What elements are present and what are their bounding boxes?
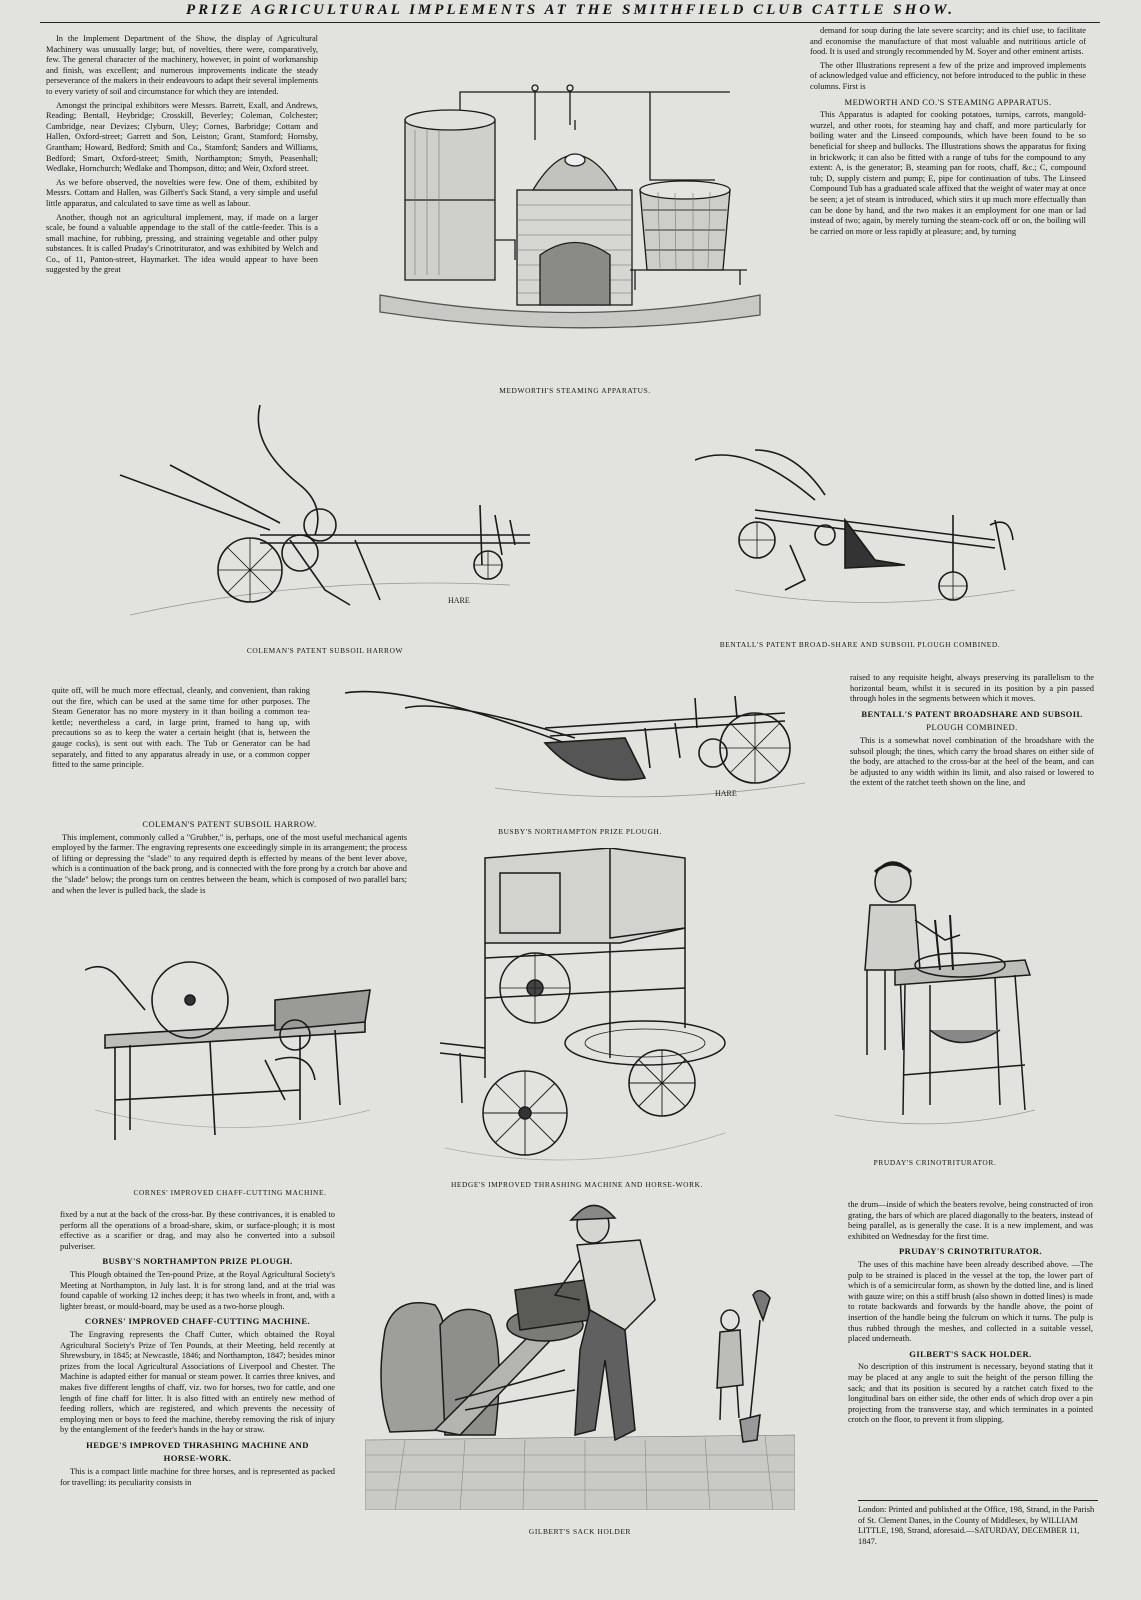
caption-hedge: HEDGE'S IMPROVED THRASHING MACHINE AND HORSE-WORK. [450, 1180, 704, 1189]
caption-cornes: CORNES' IMPROVED CHAFF-CUTTING MACHINE. [133, 1188, 327, 1197]
medworth-heading: MEDWORTH AND CO.'S STEAMING APPARATUS. [844, 96, 1052, 107]
caption-medworth: MEDWORTH'S STEAMING APPARATUS. [499, 386, 651, 395]
cornes-chaff-cutter-illustration [85, 960, 375, 1165]
imprint: London: Printed and published at the Office, 198, Strand, in the Parish of St. Clement Danes, in the County of Middlesex, by WILLIAM LITTLE, 198, Strand, aforesaid.—SATURDAY, DECEMBER 11, 1847. [858, 1500, 1098, 1547]
headline-rule [40, 22, 1100, 23]
bentall-plough-illustration [695, 440, 1035, 625]
cornes-heading: CORNES' IMPROVED CHAFF-CUTTING MACHINE. [84, 1316, 311, 1327]
pruday-crinotriturator-illustration [835, 860, 1035, 1145]
paragraph: This Plough obtained the Ten-pound Prize, at the Royal Agricultural Society's Meeting at Northampton, in July last. It is for strong land, and at the trial was found capable of working 12 inches deep; it has two wheels in front, and, with a lighter breast, or mould-board, may be used as a two-horse plough. [60, 1269, 335, 1311]
paragraph: quite off, will be much more effectual, cleanly, and convenient, than raking out the fire, which can be used at the same time for other purposes. The Steam Generator has no more mystery in it than boiling a common tea-kettle; nevertheless a card, in large print, framed to hang up, with precautions so as to keep the water a certain height (that is, between the gauge cocks), is sent out with each. The Tub or Generator can be had separately, and fitted to any apparatus already in use, or a common copper fitted to the same principle. [52, 686, 310, 770]
pruday-heading: PRUDAY'S CRINOTRITURATOR. [898, 1246, 1043, 1257]
right-mid-column [850, 673, 1094, 792]
paragraph: This is a compact little machine for three horses, and is represented as packed for travelling: its peculiarity consists in [60, 1467, 335, 1487]
left-top-column [46, 34, 318, 279]
paragraph: Another, though not an agricultural implement, may, if made on a larger scale, be found a valuable appendage to the stall of the cattle-feeder. This is a small machine, for rubbing, pressing, and straining vegetable and other pulpy substances. It is called Pruday's Crinotriturator, and was exhibited by Welch and Co., of 11, Panton-street, Haymarket. The idea would appear to have been suggested by the great [46, 212, 318, 275]
bentall-heading: BENTALL'S PATENT BROADSHARE AND SUBSOIL [861, 708, 1083, 719]
paragraph: The other Illustrations represent a few of the prize and improved implements of acknowledged value and efficiency, not before introduced to the public in these columns. First is [810, 60, 1086, 91]
paragraph: fixed by a nut at the back of the cross-bar. By these contrivances, it is enabled to perform all the operations of a broad-share, skim, or surface-plough; it is most effective as a scarifier or drag, and may also be converted into a subsoil pulveriser. [60, 1210, 335, 1251]
caption-busby: BUSBY'S NORTHAMPTON PRIZE PLOUGH. [498, 827, 662, 836]
medworth-steaming-apparatus-illustration [375, 80, 775, 380]
gilbert-sack-holder-illustration [365, 1200, 795, 1510]
caption-gilbert: GILBERT'S SACK HOLDER [528, 1527, 632, 1536]
coleman-heading: COLEMAN'S PATENT SUBSOIL HARROW. [142, 819, 317, 829]
hedge-thrashing-machine-illustration [440, 848, 730, 1168]
busby-plough-illustration [345, 668, 815, 818]
gilbert-heading: GILBERT'S SACK HOLDER. [909, 1348, 1032, 1359]
right-top-column [810, 26, 1086, 240]
paragraph: In the Implement Department of the Show, the display of Agricultural Machinery was unusually large; but, of novelties, there were, comparatively, few. The general character of the machinery, however, in point of workmanship and finish, was excellent; and numerous improvements indicate the steady perseverance of the makers in their endeavours to adapt their several implements to every variety of soil and circumstance for which they are intended. [46, 34, 318, 96]
caption-coleman: COLEMAN'S PATENT SUBSOIL HARROW [246, 646, 404, 655]
caption-bentall: BENTALL'S PATENT BROAD-SHARE AND SUBSOIL PLOUGH COMBINED. [719, 640, 1001, 649]
paragraph: As we before observed, the novelties were few. One of them, exhibited by Messrs. Cottam and Hallen, was Gilbert's Sack Stand, a very simple and useful little apparatus, and calculated to save time as well as labour. [46, 177, 318, 208]
hedge-heading-line2: HORSE-WORK. [163, 1453, 232, 1464]
page-headline: PRIZE AGRICULTURAL IMPLEMENTS AT THE SMITHFIELD CLUB CATTLE SHOW. [185, 2, 956, 18]
left-mid-column [52, 686, 310, 774]
busby-heading: BUSBY'S NORTHAMPTON PRIZE PLOUGH. [102, 1256, 293, 1267]
paragraph: Amongst the principal exhibitors were Messrs. Barrett, Exall, and Andrews, Reading; Bentall, Heybridge; Crosskill, Beverley; Coleman, Colchester; Cambridge, near Devizes; Clyburn, Uley; Cornes, Barbridge; Cottam and Hallen, Oxford-street; Garrett and Son, Leiston; Grant, Stamford; Hornsby, Grantham; Howard, Bedford; Smith and Co., Stamford; Sanders and Williams, Bedford; Smart, Oxford-street; Smith, Northampton; Smyth, Peasenhall; Wedlake, Hornchurch; Wedlake and Thompson, ditto; and Weir, Oxford street. [46, 100, 318, 174]
bentall-heading-line2: PLOUGH COMBINED. [926, 722, 1018, 733]
paragraph: This is a somewhat novel combination of the broadshare with the subsoil plough; the tines, which carry the broad shares on either side of the body, are attached to the cross-bar at the heel of the beam, and can be adjusted to any width within its limit, and also raised or lowered to the extent of the ratchet teeth shown on the line, and [850, 735, 1094, 788]
engraver-signature: HARE [448, 596, 470, 605]
paragraph: This Apparatus is adapted for cooking potatoes, turnips, carrots, mangold-wurzel, and other roots, for steaming hay and chaff, and more particularly for boiling water and the Linseed compounds, which have been found to be so beneficial for sheep and bullocks. The Illustrations shows the apparatus for fixing in brickwork; it can also be fitted with a range of tubs for the compound to any extent: A, is the generator; B, steaming pan for roots, chaff, &c.; C, compound tub; D, supply cistern and pump; E, pipe for continuation of tubs. The Linseed Compound Tub has a graduated scale affixed that the weight of water may at once be seen; a jet of steam is introduced, which stirs it up much more effectually than can be done by hand, and the two makes it an employment for one man or lad instead of two; again, by merely turning the steam-cock off or on, the boiling will be carried on more or less rapidly at pleasure; and, by turning [810, 110, 1086, 236]
paragraph: the drum—inside of which the beaters revolve, being constructed of iron grating, the bars of which are placed diagonally to the beaters, instead of being parallel, as is generally the case. It is a new implement, and was exhibited on Wednesday for the first time. [848, 1200, 1093, 1241]
right-bottom-column [848, 1200, 1093, 1429]
engraver-signature: HARE [715, 789, 737, 798]
caption-pruday: PRUDAY'S CRINOTRITURATOR. [873, 1158, 997, 1167]
paragraph: raised to any requisite height, always preserving its parallelism to the horizontal beam, whilst it is secured in its position by a pin passed through holes in the segments between which it moves. [850, 673, 1094, 704]
hedge-heading: HEDGE'S IMPROVED THRASHING MACHINE AND [86, 1439, 309, 1450]
paragraph: demand for soup during the late severe scarcity; and its chief use, to facilitate and economise the manufacture of that most valuable and nutritious article of food. It is used and strongly recommended by M. Soyer and other eminent artists. [810, 26, 1086, 57]
paragraph: No description of this instrument is necessary, beyond stating that it may be placed at any angle to suit the height of the person filling the sack; and that its position is secured by a ratchet catch fixed to the longitudinal bars on either side, the other ends of which drop over a pin projecting from the transverse stay, and which terminates in a pointed crotch on the floor, to prevent it from slipping. [848, 1362, 1093, 1425]
left-bottom-column [60, 1210, 335, 1491]
paragraph: The Engraving represents the Chaff Cutter, which obtained the Royal Agricultural Society's Prize of Ten Pounds, at their Meeting, held recently at Shrewsbury, in 1845; at Newcastle, 1846; and Northampton, 1847; besides minor prizes from the local Agricultural Associations of Liverpool and Chester. The Machine is adapted either for manual or steam power. It carries three knives, and makes five different lengths of chaff, viz. two for horses, two for cattle, and one length of fine chaff for litter. It is also fitted with an entirely new method of feeding rollers, which are registered, and which prevents the necessity of employing men or boys to feed the machine, thereby removing the risk of injury by the entanglement of the feeder's hands in the hay or straw. [60, 1329, 335, 1435]
coleman-harrow-illustration [110, 405, 540, 635]
paragraph: The uses of this machine have been already described above. —The pulp to be strained is placed in the vessel at the top, the lower part of which is of a semicircular form, as shown by the dotted line, and is lined with gauze wire; on this a stiff brush (also shown in dotted lines) is made to rotate backwards and forwards by the handle above, the point of insertion of the handle being the fulcrum on which it turns. The pulp is thus rubbed through the meshes, and collected in a suitable vessel, placed underneath. [848, 1259, 1094, 1344]
paragraph: This implement, commonly called a "Grubber," is, perhaps, one of the most useful mechanical agents employed by the farmer. The engraving represents one exceedingly simple in its arrangement; the process of lifting or depressing the "slade" to any required depth is effected by means of the bent lever above, which is a continuation of the back prong, and is connected with the fore prong by a crotch bar above and the "slade" below; the prongs turn on centres between the beam, which is composed of two parallel bars; and when the lever is pulled back, the slade is [52, 832, 407, 895]
